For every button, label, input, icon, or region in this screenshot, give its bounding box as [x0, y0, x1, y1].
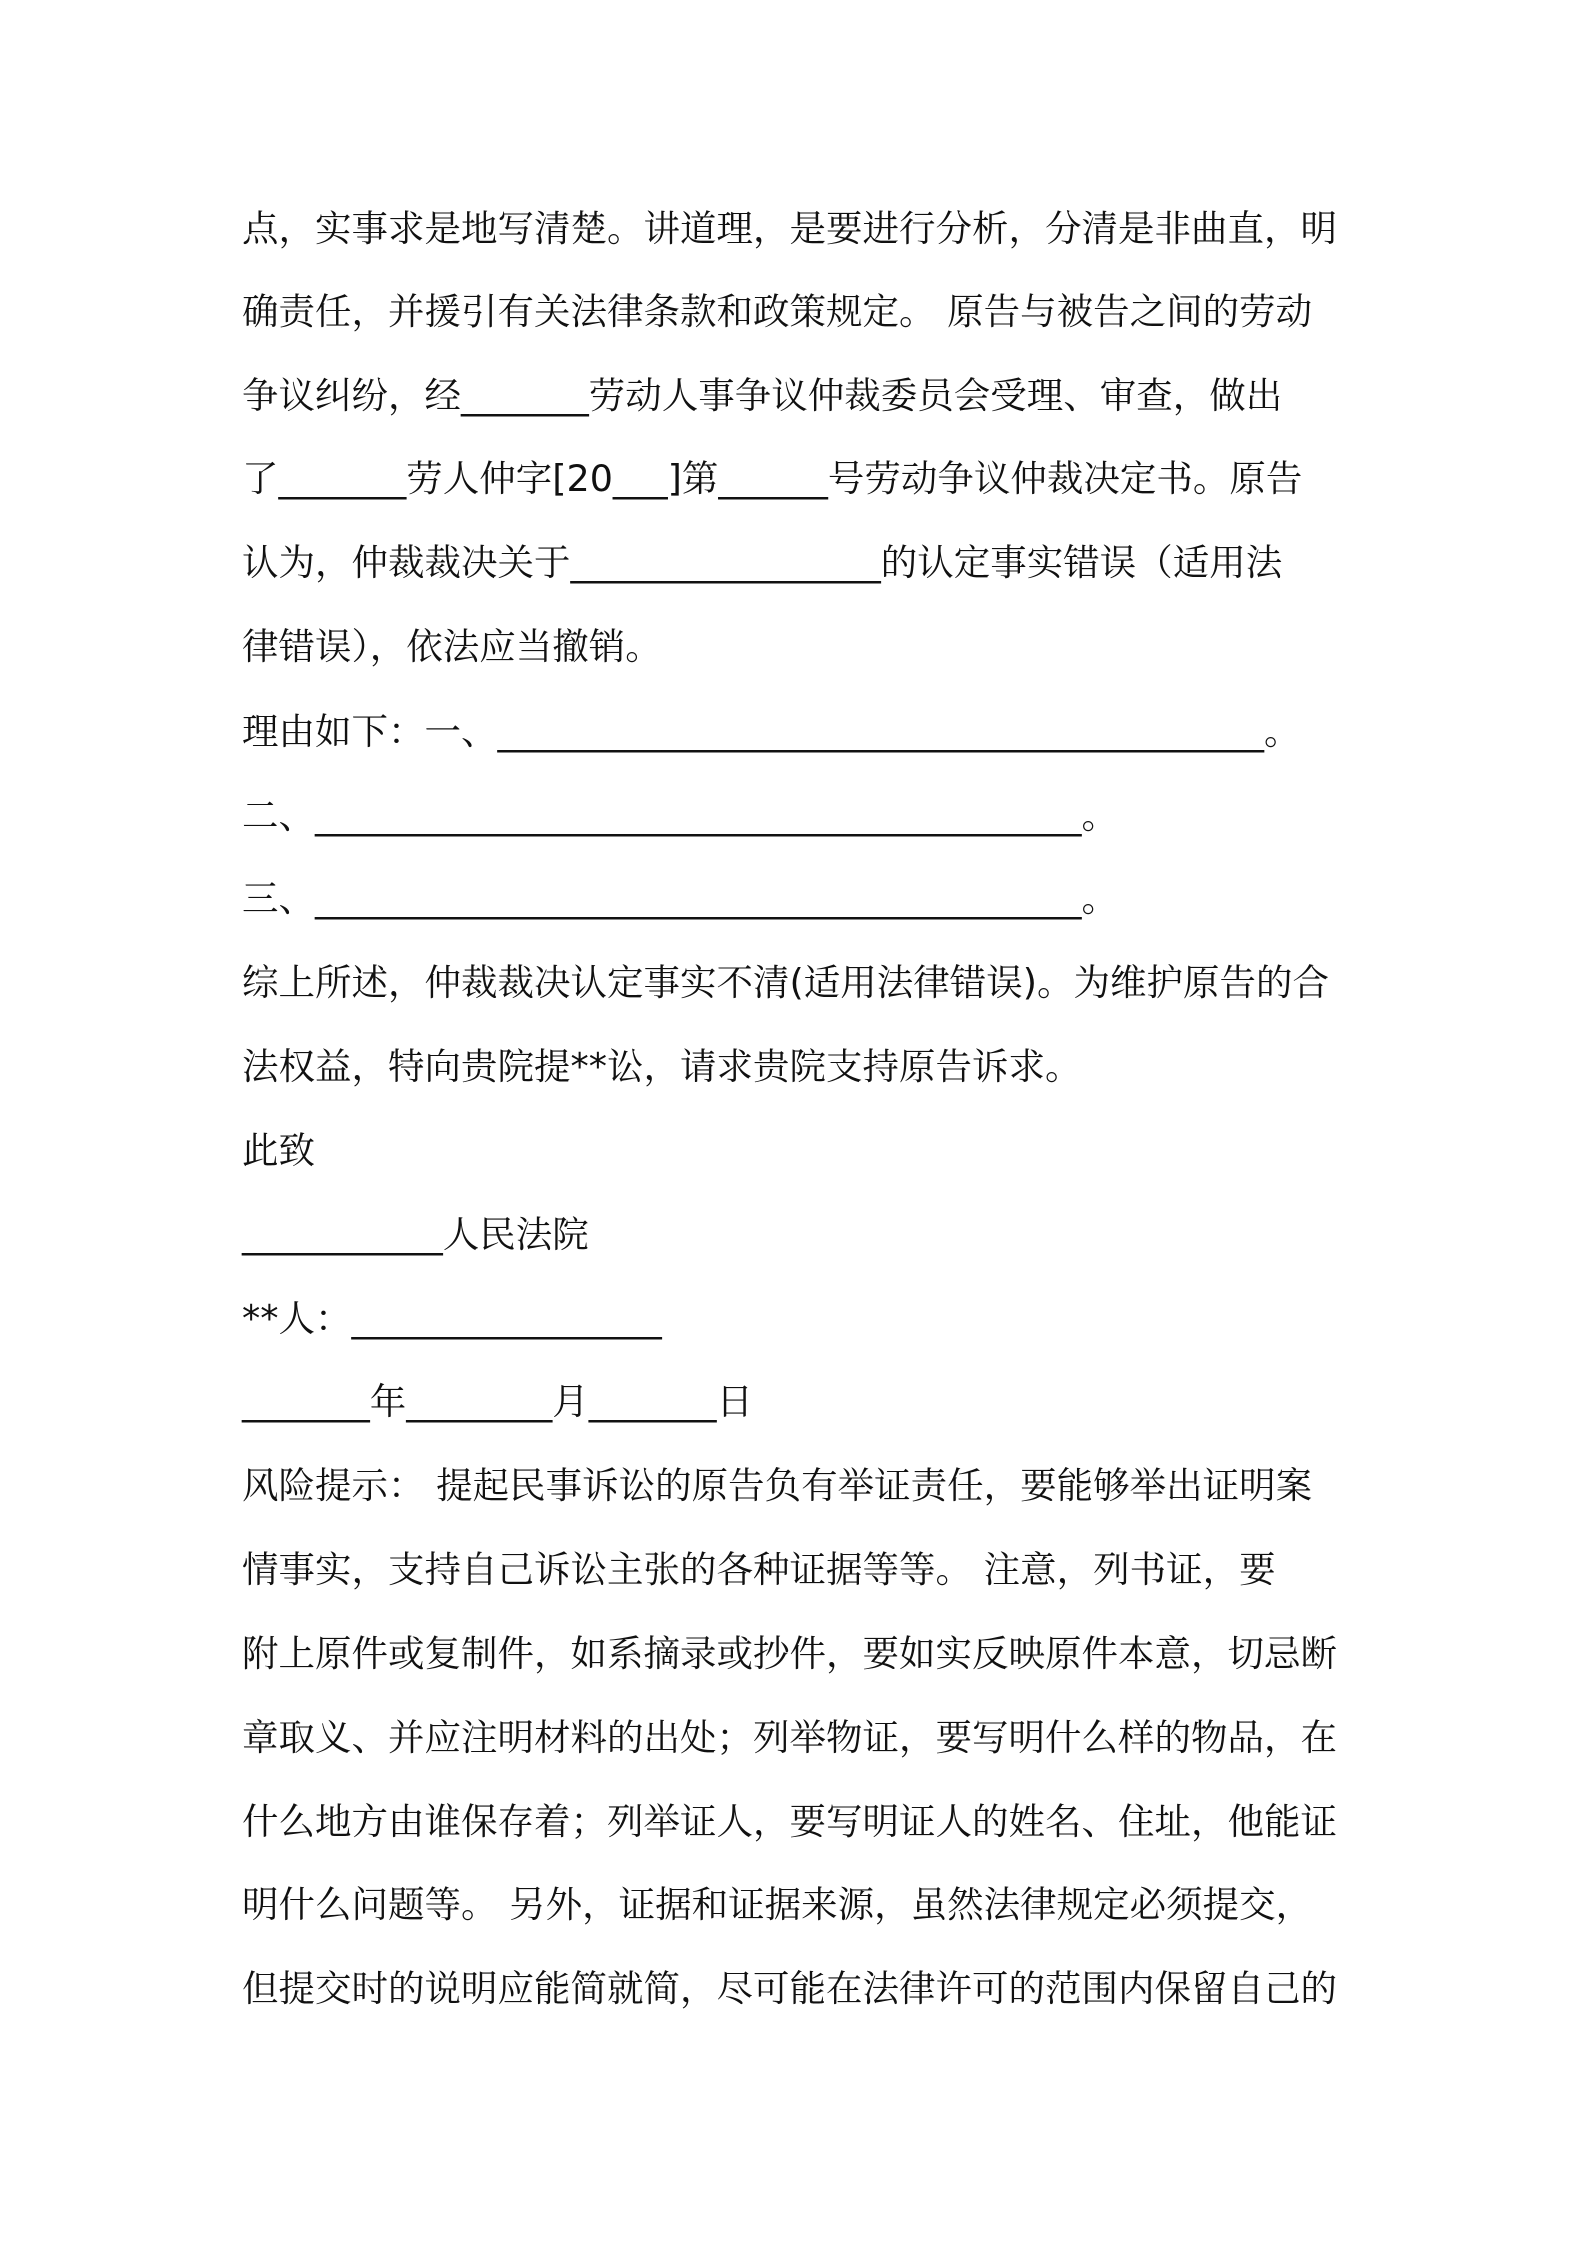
paragraph-line: 确责任，并援引有关法律条款和政策规定。 原告与被告之间的劳动 — [242, 290, 1313, 333]
risk-tip-line: 章取义、并应注明材料的出处；列举物证，要写明什么样的物品，在 — [242, 1716, 1337, 1759]
risk-tip-line: 什么地方由谁保存着；列举证人，要写明证人的姓名、住址，他能证 — [242, 1800, 1337, 1843]
paragraph-line: 认为，仲裁裁决关于_________________的认定事实错误（适用法 — [242, 541, 1283, 584]
risk-tip-line: 风险提示： 提起民事诉讼的原告负有举证责任，要能够举出证明案 — [242, 1464, 1313, 1507]
reason-line-1: 理由如下：一、__________________________________________。 — [242, 710, 1301, 753]
reason-line-3: 三、__________________________________________。 — [242, 877, 1118, 920]
date-line: _______年________月_______日 — [242, 1380, 753, 1423]
reason-line-2: 二、__________________________________________。 — [242, 794, 1118, 837]
salutation: 此致 — [242, 1129, 315, 1172]
court-name-line: ___________人民法院 — [242, 1213, 589, 1256]
risk-tip-line: 明什么问题等。 另外，证据和证据来源，虽然法律规定必须提交， — [242, 1883, 1313, 1926]
signer-line: **人：_________________ — [242, 1297, 662, 1340]
paragraph-line: 了_______劳人仲字[20___]第______号劳动争议仲裁决定书。原告 — [242, 457, 1303, 500]
paragraph-line: 争议纠纷，经_______劳动人事争议仲裁委员会受理、审查，做出 — [242, 374, 1283, 417]
paragraph-line: 法权益，特向贵院提**讼，请求贵院支持原告诉求。 — [242, 1045, 1082, 1088]
risk-tip-line: 情事实，支持自己诉讼主张的各种证据等等。 注意，列书证，要 — [242, 1548, 1276, 1591]
paragraph-line: 点，实事求是地写清楚。讲道理，是要进行分析，分清是非曲直，明 — [242, 207, 1337, 250]
paragraph-line: 律错误），依法应当撤销。 — [242, 625, 662, 668]
paragraph-line: 综上所述，仲裁裁决认定事实不清(适用法律错误)。为维护原告的合 — [242, 961, 1329, 1004]
risk-tip-line: 但提交时的说明应能简就简，尽可能在法律许可的范围内保留自己的 — [242, 1967, 1337, 2010]
risk-tip-line: 附上原件或复制件，如系摘录或抄件，要如实反映原件本意，切忌断 — [242, 1632, 1337, 1675]
